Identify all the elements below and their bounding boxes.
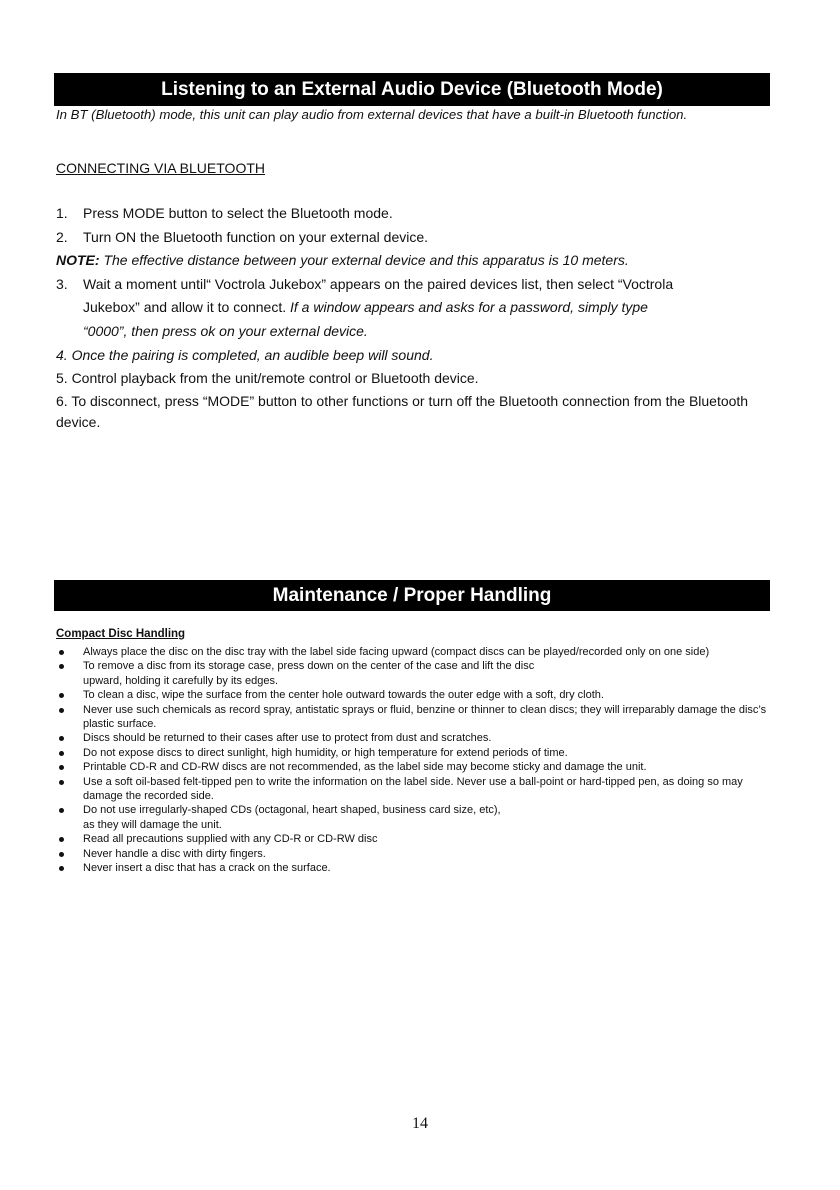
step-5: 5. Control playback from the unit/remote control or Bluetooth device. (56, 370, 479, 387)
bullet-icon (59, 765, 64, 770)
list-item-continuation: as they will damage the unit. (83, 818, 222, 831)
note: NOTE: The effective distance between your external device and this apparatus is 10 meters. (56, 252, 629, 269)
list-item: To remove a disc from its storage case, press down on the center of the case and lift the disc (56, 659, 772, 673)
connecting-subheading: CONNECTING VIA BLUETOOTH (56, 160, 265, 176)
compact-disc-subheading: Compact Disc Handling (56, 628, 186, 640)
bluetooth-steps (56, 202, 770, 433)
section-title-bluetooth: Listening to an External Audio Device (Bluetooth Mode) (54, 73, 770, 106)
bullet-icon (59, 650, 64, 655)
step-4: 4. Once the pairing is completed, an audible beep will sound. (56, 346, 434, 363)
list-item: Always place the disc on the disc tray with the label side facing upward (compact discs can be played/recorded only on one side) (56, 645, 772, 659)
bullet-icon (59, 780, 64, 785)
bullet-icon (59, 837, 64, 842)
step-3-cont2: “0000”, then press ok on your external device. (83, 322, 368, 339)
step-1: 1. Press MODE button to select the Bluetooth mode. (56, 205, 393, 221)
bullet-icon (59, 852, 64, 857)
list-item: Discs should be returned to their cases after use to protect from dust and scratches. (56, 731, 772, 745)
list-item: Never insert a disc that has a crack on the surface. (56, 861, 772, 875)
section-title-maintenance: Maintenance / Proper Handling (54, 580, 770, 611)
list-item: Never handle a disc with dirty fingers. (56, 847, 772, 861)
bullet-icon (59, 866, 64, 871)
list-item: To clean a disc, wipe the surface from the center hole outward towards the outer edge with a soft, dry cloth. (56, 688, 772, 702)
list-item: Do not use irregularly-shaped CDs (octagonal, heart shaped, business card size, etc), (56, 803, 772, 817)
list-item: Use a soft oil-based felt-tipped pen to write the information on the label side. Never use a ball-point or hard-tipped pen, as doing so may damage the recorded side. (56, 775, 772, 804)
bullet-icon (59, 751, 64, 756)
list-item-continuation: upward, holding it carefully by its edges. (83, 674, 279, 687)
list-item: Never use such chemicals as record spray, antistatic sprays or fluid, benzine or thinner to clean discs; they will irreparably damage the disc’s plastic surface. (56, 703, 772, 732)
bullet-icon (59, 693, 64, 698)
bullet-icon (59, 708, 64, 713)
list-item: Printable CD-R and CD-RW discs are not recommended, as the label side may become sticky and damage the unit. (56, 760, 772, 774)
step-2: 2. Turn ON the Bluetooth function on your external device. (56, 228, 429, 245)
bullet-icon (59, 808, 64, 813)
list-item: Read all precautions supplied with any CD-R or CD-RW disc (56, 832, 772, 846)
bluetooth-intro: In BT (Bluetooth) mode, this unit can play audio from external devices that have a built-in Bluetooth function. (56, 107, 688, 122)
bullet-icon (59, 664, 64, 669)
page-number: 14 (412, 1115, 428, 1132)
step-3: 3. Wait a moment until“ Voctrola Jukebox” appears on the paired devices list, then select “Voctrola (56, 275, 674, 292)
disc-handling-list (56, 645, 772, 876)
step-3-cont: Jukebox” and allow it to connect. If a window appears and asks for a password, simply type (83, 299, 648, 316)
step-6: 6. To disconnect, press “MODE” button to other functions or turn off the Bluetooth connection from the Bluetooth device. (56, 392, 749, 430)
bullet-icon (59, 736, 64, 741)
list-item: Do not expose discs to direct sunlight, high humidity, or high temperature for extend periods of time. (56, 746, 772, 760)
